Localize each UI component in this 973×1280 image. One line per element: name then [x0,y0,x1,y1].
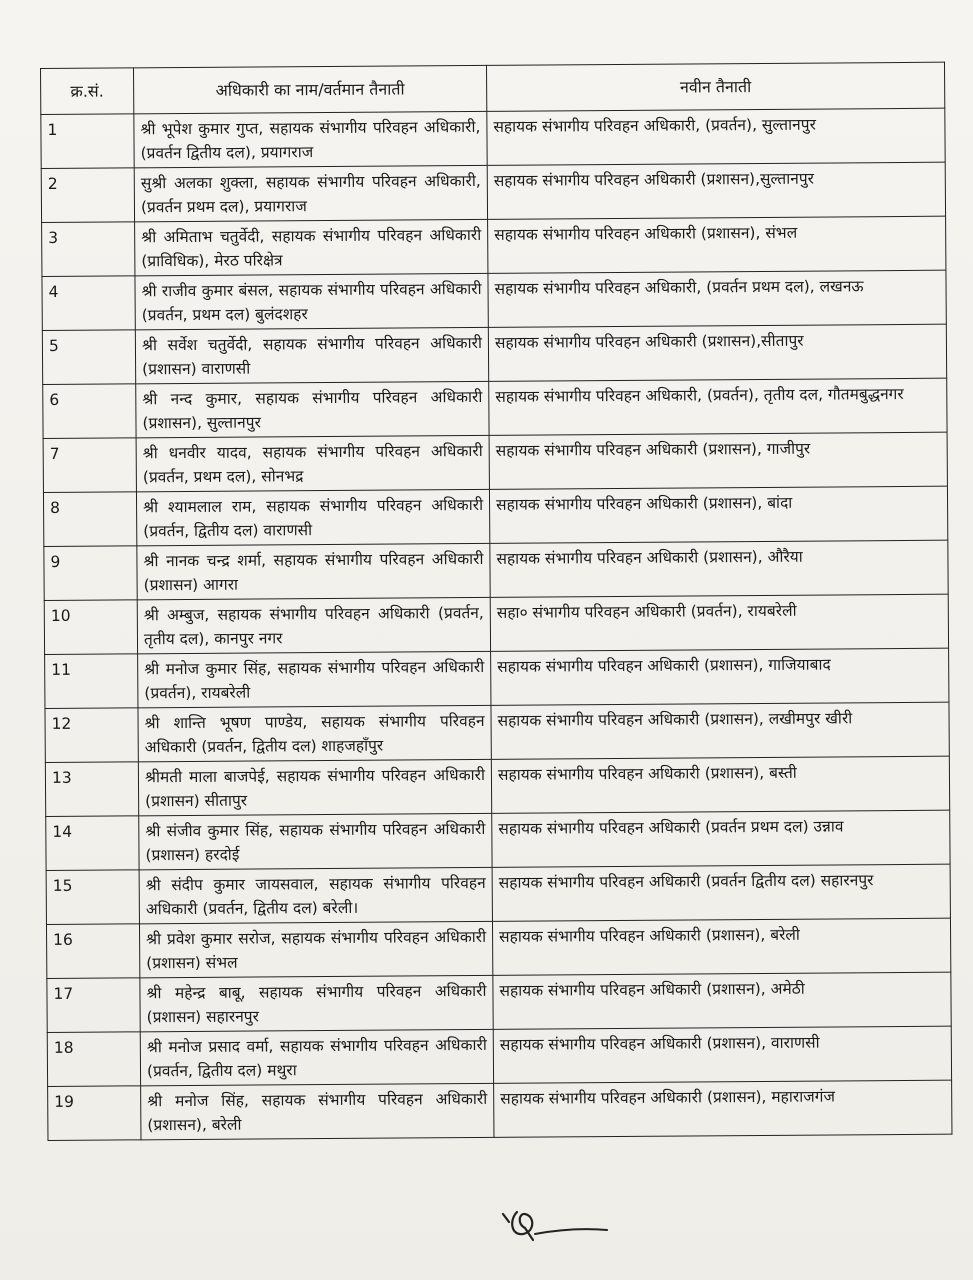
signature-icon [495,1200,615,1250]
serial-cell: 4 [42,276,135,331]
new-posting-cell: सहायक संभागीय परिवहन अधिकारी (प्रशासन), बस्ती [491,756,949,813]
table-row [46,864,950,924]
new-posting-cell: सहायक संभागीय परिवहन अधिकारी (प्रशासन), लखीमपुर खीरी [491,702,949,759]
header-current-posting: अधिकारी का नाम/वर्तमान तैनाती [134,65,487,113]
new-posting-cell: सहायक संभागीय परिवहन अधिकारी (प्रशासन), गाजियाबाद [491,648,949,705]
new-posting-cell: सहायक संभागीय परिवहन अधिकारी (प्रशासन), गाजीपुर [489,432,947,489]
current-posting-cell: श्री मनोज सिंह, सहायक संभागीय परिवहन अधिकारी (प्रशासन), बरेली [141,1083,494,1139]
current-posting-cell: श्री मनोज प्रसाद वर्मा, सहायक संभागीय परिवहन अधिकारी (प्रवर्तन, द्वितीय दल) मथुरा [140,1029,493,1085]
current-posting-cell: श्री अम्बुज, सहायक संभागीय परिवहन अधिकारी (प्रवर्तन, तृतीय दल), कानपुर नगर [137,597,490,653]
current-posting-cell: श्री नन्द कुमार, सहायक संभागीय परिवहन अधिकारी (प्रशासन), सुल्तानपुर [136,381,489,437]
table-row [47,972,951,1032]
table-row [45,702,949,762]
table-row [43,486,947,546]
table-row [44,594,948,654]
serial-cell: 1 [41,114,134,169]
current-posting-cell: श्री राजीव कुमार बंसल, सहायक संभागीय परिवहन अधिकारी (प्रवर्तन, प्रथम दल) बुलंदशहर [135,273,488,329]
current-posting-cell: श्री सर्वेश चतुर्वेदी, सहायक संभागीय परिवहन अधिकारी (प्रशासन) वाराणसी [135,327,488,383]
current-posting-cell: श्री महेन्द्र बाबू, सहायक संभागीय परिवहन अधिकारी (प्रशासन) सहारनपुर [140,975,493,1031]
new-posting-cell: सहायक संभागीय परिवहन अधिकारी (प्रशासन), संभल [488,216,946,273]
table-row [46,918,950,978]
serial-cell: 2 [41,168,134,223]
serial-cell: 18 [47,1032,140,1087]
current-posting-cell: श्री प्रवेश कुमार सरोज, सहायक संभागीय परिवहन अधिकारी (प्रशासन) संभल [139,921,492,977]
new-posting-cell: सहायक संभागीय परिवहन अधिकारी (प्रशासन), महाराजगंज [494,1080,952,1137]
serial-cell: 6 [43,384,136,439]
current-posting-cell: श्रीमती माला बाजपेई, सहायक संभागीय परिवहन अधिकारी (प्रशासन) सीतापुर [138,759,491,815]
table-row [48,1080,952,1140]
header-serial: क्र.सं. [41,68,134,115]
table-row [41,108,945,168]
new-posting-cell: सहायक संभागीय परिवहन अधिकारी (प्रवर्तन प्रथम दल) उन्नाव [492,810,950,867]
serial-cell: 13 [45,762,138,817]
new-posting-cell: सहायक संभागीय परिवहन अधिकारी (प्रशासन),सीतापुर [488,324,946,381]
serial-cell: 10 [44,600,137,655]
new-posting-cell: सहायक संभागीय परिवहन अधिकारी (प्रशासन), औरैया [490,540,948,597]
new-posting-cell: सहायक संभागीय परिवहन अधिकारी, (प्रवर्तन प्रथम दल), लखनऊ [488,270,946,327]
table-row [42,216,946,276]
table-header-row [41,62,945,114]
header-new-posting: नवीन तैनाती [486,62,944,111]
serial-cell: 16 [46,924,139,979]
current-posting-cell: श्री नानक चन्द्र शर्मा, सहायक संभागीय परिवहन अधिकारी (प्रशासन) आगरा [137,543,490,599]
serial-cell: 7 [43,438,136,493]
table-row [45,756,949,816]
table-row [46,810,950,870]
new-posting-cell: सहायक संभागीय परिवहन अधिकारी (प्रशासन), बरेली [492,918,950,975]
serial-cell: 11 [45,654,138,709]
serial-cell: 19 [48,1086,141,1141]
current-posting-cell: श्री मनोज कुमार सिंह, सहायक संभागीय परिवहन अधिकारी (प्रवर्तन), रायबरेली [138,651,491,707]
new-posting-cell: सहायक संभागीय परिवहन अधिकारी, (प्रवर्तन), तृतीय दल, गौतमबुद्धनगर [489,378,947,435]
new-posting-cell: सहायक संभागीय परिवहन अधिकारी (प्रशासन), वाराणसी [493,1026,951,1083]
current-posting-cell: श्री शान्ति भूषण पाण्डेय, सहायक संभागीय परिवहन अधिकारी (प्रवर्तन, द्वितीय दल) शाहजहाँपुर [138,705,491,761]
serial-cell: 15 [46,870,139,925]
current-posting-cell: श्री अमिताभ चतुर्वेदी, सहायक संभागीय परिवहन अधिकारी (प्राविधिक), मेरठ परिक्षेत्र [135,219,488,275]
new-posting-cell: सहायक संभागीय परिवहन अधिकारी (प्रशासन), अमेठी [493,972,951,1029]
table-row [44,540,948,600]
current-posting-cell: श्री श्यामलाल राम, सहायक संभागीय परिवहन अधिकारी (प्रवर्तन, द्वितीय दल) वाराणसी [136,489,489,545]
serial-cell: 17 [47,978,140,1033]
current-posting-cell: सुश्री अलका शुक्ला, सहायक संभागीय परिवहन अधिकारी, (प्रवर्तन प्रथम दल), प्रयागराज [134,165,487,221]
current-posting-cell: श्री संजीव कुमार सिंह, सहायक संभागीय परिवहन अधिकारी (प्रशासन) हरदोई [139,813,492,869]
table-row [42,324,946,384]
table-row [45,648,949,708]
serial-cell: 14 [46,816,139,871]
current-posting-cell: श्री धनवीर यादव, सहायक संभागीय परिवहन अधिकारी (प्रवर्तन, प्रथम दल), सोनभद्र [136,435,489,491]
table-row [41,162,945,222]
current-posting-cell: श्री संदीप कुमार जायसवाल, सहायक संभागीय परिवहन अधिकारी (प्रवर्तन, द्वितीय दल) बरेली। [139,867,492,923]
new-posting-cell: सहायक संभागीय परिवहन अधिकारी (प्रवर्तन द्वितीय दल) सहारनपुर [492,864,950,921]
serial-cell: 5 [42,330,135,385]
new-posting-cell: सहायक संभागीय परिवहन अधिकारी, (प्रवर्तन), सुल्तानपुर [487,108,945,165]
new-posting-cell: सहा० संभागीय परिवहन अधिकारी (प्रवर्तन), रायबरेली [490,594,948,651]
table-row [47,1026,951,1086]
serial-cell: 3 [42,222,135,277]
table-row [43,378,947,438]
new-posting-cell: सहायक संभागीय परिवहन अधिकारी (प्रशासन),सुल्तानपुर [487,162,945,219]
transfer-table [40,62,952,1141]
table-row [43,432,947,492]
serial-cell: 12 [45,708,138,763]
serial-cell: 9 [44,546,137,601]
serial-cell: 8 [43,492,136,547]
current-posting-cell: श्री भूपेश कुमार गुप्त, सहायक संभागीय परिवहन अधिकारी, (प्रवर्तन द्वितीय दल), प्रयागराज [134,111,487,167]
table-body [41,108,952,1140]
new-posting-cell: सहायक संभागीय परिवहन अधिकारी (प्रशासन), बांदा [489,486,947,543]
table-row [42,270,946,330]
